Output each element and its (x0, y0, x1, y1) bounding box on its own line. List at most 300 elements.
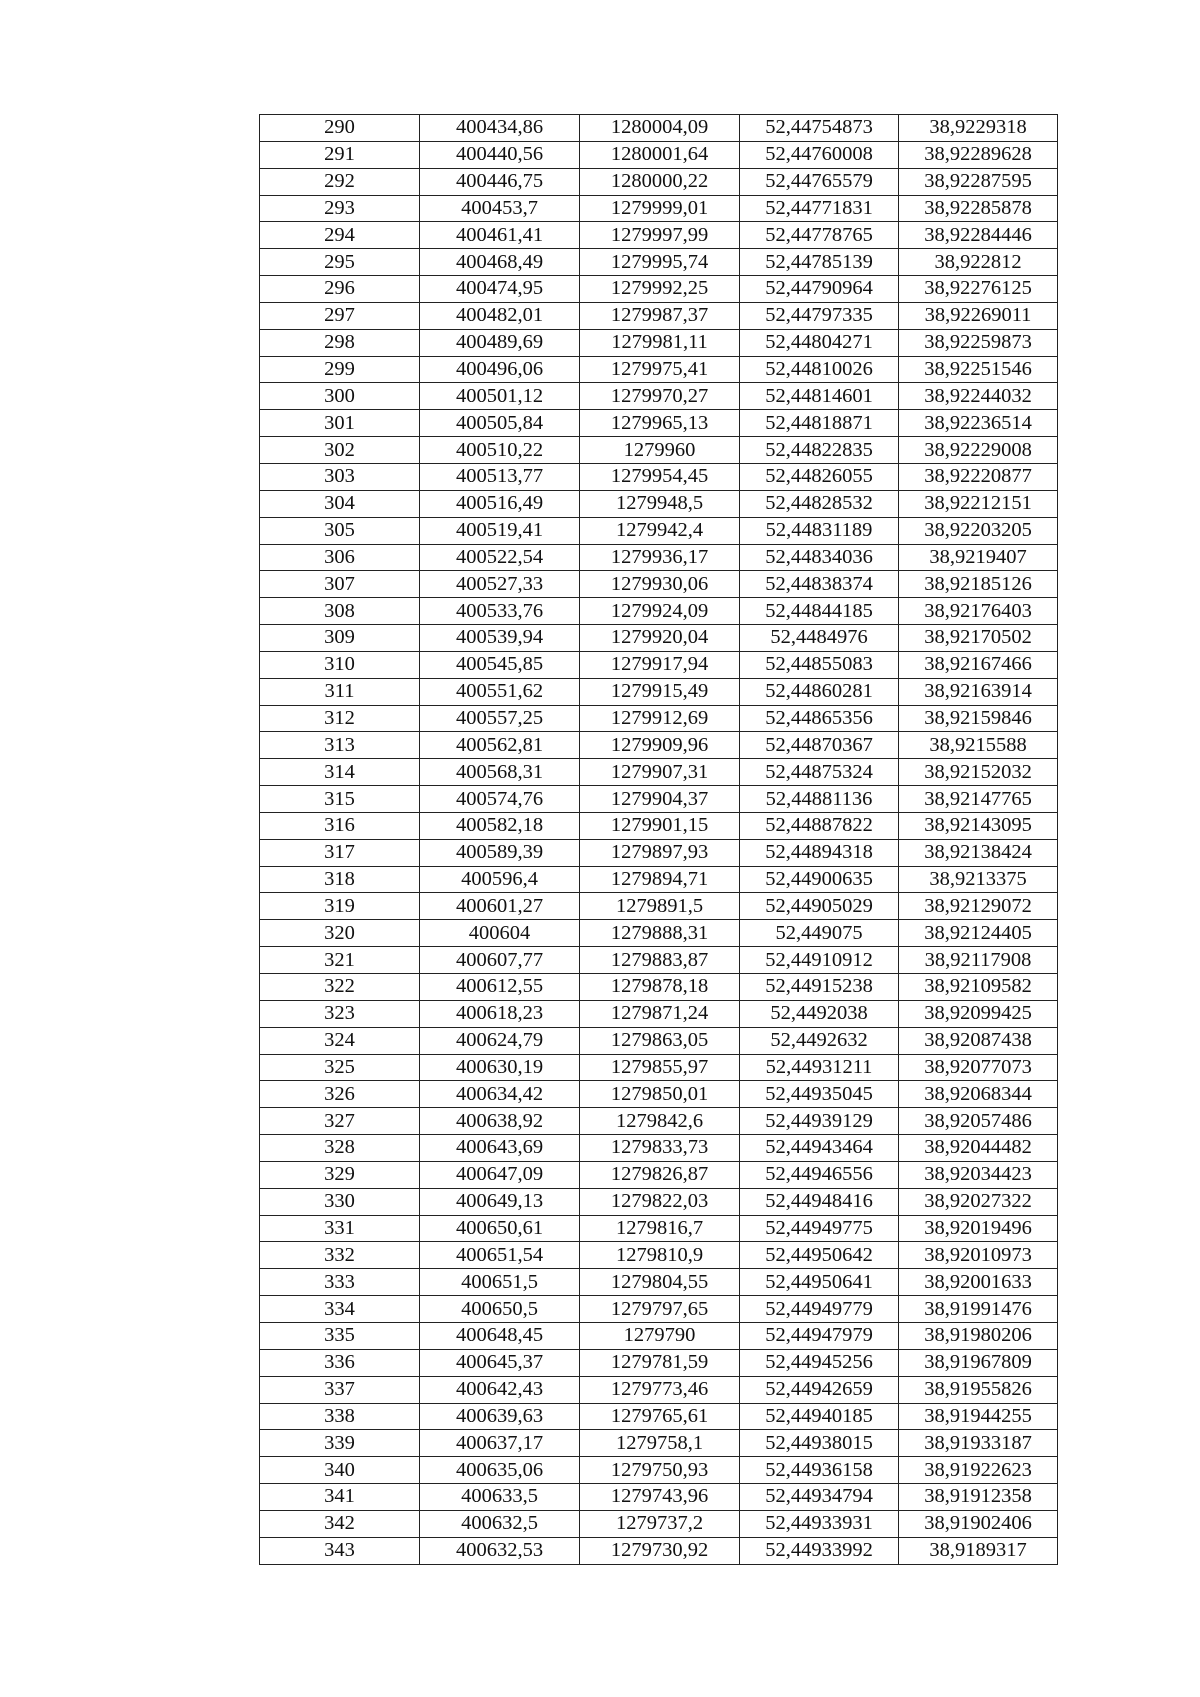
longitude-cell: 38,92285878 (899, 195, 1058, 222)
point-number-cell: 316 (260, 812, 420, 839)
point-number-cell: 327 (260, 1108, 420, 1135)
x-coordinate-cell: 400639,63 (420, 1403, 580, 1430)
latitude-cell: 52,44950641 (740, 1269, 899, 1296)
longitude-cell: 38,92203205 (899, 517, 1058, 544)
longitude-cell: 38,92251546 (899, 356, 1058, 383)
point-number-cell: 334 (260, 1296, 420, 1323)
table-row (260, 1537, 1058, 1564)
y-coordinate-cell: 1279758,1 (580, 1430, 740, 1457)
y-coordinate-cell: 1279878,18 (580, 974, 740, 1001)
point-number-cell: 324 (260, 1027, 420, 1054)
longitude-cell: 38,92229008 (899, 437, 1058, 464)
x-coordinate-cell: 400618,23 (420, 1000, 580, 1027)
point-number-cell: 294 (260, 222, 420, 249)
point-number-cell: 310 (260, 651, 420, 678)
latitude-cell: 52,44949779 (740, 1296, 899, 1323)
latitude-cell: 52,44950642 (740, 1242, 899, 1269)
x-coordinate-cell: 400601,27 (420, 893, 580, 920)
y-coordinate-cell: 1279804,55 (580, 1269, 740, 1296)
table-row (260, 115, 1058, 142)
latitude-cell: 52,44865356 (740, 705, 899, 732)
point-number-cell: 339 (260, 1430, 420, 1457)
y-coordinate-cell: 1279790 (580, 1322, 740, 1349)
x-coordinate-cell: 400446,75 (420, 168, 580, 195)
longitude-cell: 38,91944255 (899, 1403, 1058, 1430)
x-coordinate-cell: 400651,5 (420, 1269, 580, 1296)
table-row (260, 1242, 1058, 1269)
latitude-cell: 52,44828532 (740, 490, 899, 517)
table-row (260, 759, 1058, 786)
table-row (260, 1188, 1058, 1215)
x-coordinate-cell: 400596,4 (420, 866, 580, 893)
longitude-cell: 38,92152032 (899, 759, 1058, 786)
point-number-cell: 331 (260, 1215, 420, 1242)
point-number-cell: 325 (260, 1054, 420, 1081)
latitude-cell: 52,44931211 (740, 1054, 899, 1081)
y-coordinate-cell: 1280000,22 (580, 168, 740, 195)
longitude-cell: 38,92269011 (899, 302, 1058, 329)
table-row (260, 1054, 1058, 1081)
longitude-cell: 38,92068344 (899, 1081, 1058, 1108)
latitude-cell: 52,44760008 (740, 141, 899, 168)
x-coordinate-cell: 400643,69 (420, 1135, 580, 1162)
latitude-cell: 52,44838374 (740, 571, 899, 598)
x-coordinate-cell: 400634,42 (420, 1081, 580, 1108)
y-coordinate-cell: 1279954,45 (580, 463, 740, 490)
point-number-cell: 299 (260, 356, 420, 383)
point-number-cell: 292 (260, 168, 420, 195)
longitude-cell: 38,91967809 (899, 1349, 1058, 1376)
table-row (260, 383, 1058, 410)
point-number-cell: 305 (260, 517, 420, 544)
longitude-cell: 38,92117908 (899, 947, 1058, 974)
table-row (260, 1349, 1058, 1376)
y-coordinate-cell: 1279894,71 (580, 866, 740, 893)
table-row (260, 1430, 1058, 1457)
point-number-cell: 315 (260, 786, 420, 813)
latitude-cell: 52,44875324 (740, 759, 899, 786)
point-number-cell: 302 (260, 437, 420, 464)
longitude-cell: 38,9213375 (899, 866, 1058, 893)
table-row (260, 544, 1058, 571)
longitude-cell: 38,91991476 (899, 1296, 1058, 1323)
point-number-cell: 323 (260, 1000, 420, 1027)
longitude-cell: 38,91912358 (899, 1484, 1058, 1511)
latitude-cell: 52,44826055 (740, 463, 899, 490)
longitude-cell: 38,92027322 (899, 1188, 1058, 1215)
y-coordinate-cell: 1279883,87 (580, 947, 740, 974)
x-coordinate-cell: 400505,84 (420, 410, 580, 437)
x-coordinate-cell: 400637,17 (420, 1430, 580, 1457)
latitude-cell: 52,44894318 (740, 839, 899, 866)
x-coordinate-cell: 400574,76 (420, 786, 580, 813)
x-coordinate-cell: 400501,12 (420, 383, 580, 410)
x-coordinate-cell: 400647,09 (420, 1161, 580, 1188)
latitude-cell: 52,44939129 (740, 1108, 899, 1135)
y-coordinate-cell: 1279863,05 (580, 1027, 740, 1054)
point-number-cell: 321 (260, 947, 420, 974)
x-coordinate-cell: 400482,01 (420, 302, 580, 329)
table-row (260, 1403, 1058, 1430)
latitude-cell: 52,44940185 (740, 1403, 899, 1430)
table-row (260, 329, 1058, 356)
point-number-cell: 333 (260, 1269, 420, 1296)
x-coordinate-cell: 400557,25 (420, 705, 580, 732)
y-coordinate-cell: 1280004,09 (580, 115, 740, 142)
point-number-cell: 317 (260, 839, 420, 866)
longitude-cell: 38,92143095 (899, 812, 1058, 839)
point-number-cell: 309 (260, 625, 420, 652)
table-row (260, 839, 1058, 866)
latitude-cell: 52,44810026 (740, 356, 899, 383)
table-row (260, 732, 1058, 759)
table-row (260, 1161, 1058, 1188)
latitude-cell: 52,44936158 (740, 1457, 899, 1484)
table-row (260, 920, 1058, 947)
latitude-cell: 52,449075 (740, 920, 899, 947)
longitude-cell: 38,92170502 (899, 625, 1058, 652)
longitude-cell: 38,92147765 (899, 786, 1058, 813)
y-coordinate-cell: 1279960 (580, 437, 740, 464)
point-number-cell: 328 (260, 1135, 420, 1162)
latitude-cell: 52,44934794 (740, 1484, 899, 1511)
x-coordinate-cell: 400632,53 (420, 1537, 580, 1564)
latitude-cell: 52,44831189 (740, 517, 899, 544)
longitude-cell: 38,92159846 (899, 705, 1058, 732)
latitude-cell: 52,44945256 (740, 1349, 899, 1376)
table-row (260, 893, 1058, 920)
y-coordinate-cell: 1279765,61 (580, 1403, 740, 1430)
longitude-cell: 38,92138424 (899, 839, 1058, 866)
latitude-cell: 52,44834036 (740, 544, 899, 571)
point-number-cell: 308 (260, 598, 420, 625)
longitude-cell: 38,92057486 (899, 1108, 1058, 1135)
table-row (260, 356, 1058, 383)
longitude-cell: 38,92109582 (899, 974, 1058, 1001)
latitude-cell: 52,44947979 (740, 1322, 899, 1349)
x-coordinate-cell: 400582,18 (420, 812, 580, 839)
y-coordinate-cell: 1279942,4 (580, 517, 740, 544)
table-body (260, 115, 1058, 1565)
longitude-cell: 38,92163914 (899, 678, 1058, 705)
x-coordinate-cell: 400496,06 (420, 356, 580, 383)
longitude-cell: 38,92001633 (899, 1269, 1058, 1296)
point-number-cell: 307 (260, 571, 420, 598)
y-coordinate-cell: 1279901,15 (580, 812, 740, 839)
y-coordinate-cell: 1279891,5 (580, 893, 740, 920)
y-coordinate-cell: 1279907,31 (580, 759, 740, 786)
x-coordinate-cell: 400539,94 (420, 625, 580, 652)
table-row (260, 705, 1058, 732)
longitude-cell: 38,91933187 (899, 1430, 1058, 1457)
latitude-cell: 52,44790964 (740, 276, 899, 303)
y-coordinate-cell: 1279920,04 (580, 625, 740, 652)
longitude-cell: 38,92034423 (899, 1161, 1058, 1188)
longitude-cell: 38,92244032 (899, 383, 1058, 410)
table-row (260, 437, 1058, 464)
longitude-cell: 38,9189317 (899, 1537, 1058, 1564)
x-coordinate-cell: 400650,5 (420, 1296, 580, 1323)
table-row (260, 249, 1058, 276)
x-coordinate-cell: 400562,81 (420, 732, 580, 759)
longitude-cell: 38,92077073 (899, 1054, 1058, 1081)
point-number-cell: 297 (260, 302, 420, 329)
table-row (260, 410, 1058, 437)
longitude-cell: 38,91902406 (899, 1510, 1058, 1537)
table-row (260, 974, 1058, 1001)
x-coordinate-cell: 400642,43 (420, 1376, 580, 1403)
point-number-cell: 295 (260, 249, 420, 276)
longitude-cell: 38,92287595 (899, 168, 1058, 195)
y-coordinate-cell: 1279936,17 (580, 544, 740, 571)
point-number-cell: 290 (260, 115, 420, 142)
x-coordinate-cell: 400645,37 (420, 1349, 580, 1376)
longitude-cell: 38,922812 (899, 249, 1058, 276)
point-number-cell: 341 (260, 1484, 420, 1511)
longitude-cell: 38,92167466 (899, 651, 1058, 678)
point-number-cell: 335 (260, 1322, 420, 1349)
y-coordinate-cell: 1279737,2 (580, 1510, 740, 1537)
point-number-cell: 313 (260, 732, 420, 759)
x-coordinate-cell: 400607,77 (420, 947, 580, 974)
table-row (260, 571, 1058, 598)
x-coordinate-cell: 400527,33 (420, 571, 580, 598)
longitude-cell: 38,92185126 (899, 571, 1058, 598)
y-coordinate-cell: 1279930,06 (580, 571, 740, 598)
point-number-cell: 337 (260, 1376, 420, 1403)
latitude-cell: 52,44887822 (740, 812, 899, 839)
point-number-cell: 318 (260, 866, 420, 893)
point-number-cell: 320 (260, 920, 420, 947)
longitude-cell: 38,92019496 (899, 1215, 1058, 1242)
latitude-cell: 52,44900635 (740, 866, 899, 893)
y-coordinate-cell: 1279997,99 (580, 222, 740, 249)
table-row (260, 1510, 1058, 1537)
latitude-cell: 52,44818871 (740, 410, 899, 437)
y-coordinate-cell: 1279816,7 (580, 1215, 740, 1242)
table-row (260, 1215, 1058, 1242)
point-number-cell: 293 (260, 195, 420, 222)
latitude-cell: 52,44910912 (740, 947, 899, 974)
point-number-cell: 298 (260, 329, 420, 356)
latitude-cell: 52,44778765 (740, 222, 899, 249)
x-coordinate-cell: 400489,69 (420, 329, 580, 356)
x-coordinate-cell: 400635,06 (420, 1457, 580, 1484)
y-coordinate-cell: 1279970,27 (580, 383, 740, 410)
latitude-cell: 52,44933992 (740, 1537, 899, 1564)
x-coordinate-cell: 400510,22 (420, 437, 580, 464)
longitude-cell: 38,92289628 (899, 141, 1058, 168)
point-number-cell: 343 (260, 1537, 420, 1564)
x-coordinate-cell: 400648,45 (420, 1322, 580, 1349)
point-number-cell: 332 (260, 1242, 420, 1269)
point-number-cell: 340 (260, 1457, 420, 1484)
point-number-cell: 303 (260, 463, 420, 490)
x-coordinate-cell: 400533,76 (420, 598, 580, 625)
latitude-cell: 52,44844185 (740, 598, 899, 625)
y-coordinate-cell: 1279981,11 (580, 329, 740, 356)
y-coordinate-cell: 1279965,13 (580, 410, 740, 437)
latitude-cell: 52,4492632 (740, 1027, 899, 1054)
longitude-cell: 38,92099425 (899, 1000, 1058, 1027)
latitude-cell: 52,44905029 (740, 893, 899, 920)
y-coordinate-cell: 1279924,09 (580, 598, 740, 625)
point-number-cell: 342 (260, 1510, 420, 1537)
y-coordinate-cell: 1279909,96 (580, 732, 740, 759)
y-coordinate-cell: 1279917,94 (580, 651, 740, 678)
latitude-cell: 52,44765579 (740, 168, 899, 195)
latitude-cell: 52,44949775 (740, 1215, 899, 1242)
point-number-cell: 322 (260, 974, 420, 1001)
latitude-cell: 52,44785139 (740, 249, 899, 276)
y-coordinate-cell: 1279987,37 (580, 302, 740, 329)
table-row (260, 678, 1058, 705)
table-row (260, 517, 1058, 544)
x-coordinate-cell: 400545,85 (420, 651, 580, 678)
longitude-cell: 38,92044482 (899, 1135, 1058, 1162)
longitude-cell: 38,9219407 (899, 544, 1058, 571)
latitude-cell: 52,44935045 (740, 1081, 899, 1108)
x-coordinate-cell: 400468,49 (420, 249, 580, 276)
y-coordinate-cell: 1279897,93 (580, 839, 740, 866)
table-row (260, 1081, 1058, 1108)
latitude-cell: 52,44881136 (740, 786, 899, 813)
x-coordinate-cell: 400519,41 (420, 517, 580, 544)
table-row (260, 1322, 1058, 1349)
longitude-cell: 38,92124405 (899, 920, 1058, 947)
table-row (260, 490, 1058, 517)
table-row (260, 195, 1058, 222)
latitude-cell: 52,44943464 (740, 1135, 899, 1162)
x-coordinate-cell: 400649,13 (420, 1188, 580, 1215)
longitude-cell: 38,92284446 (899, 222, 1058, 249)
y-coordinate-cell: 1279750,93 (580, 1457, 740, 1484)
table-row (260, 1000, 1058, 1027)
y-coordinate-cell: 1279975,41 (580, 356, 740, 383)
latitude-cell: 52,44870367 (740, 732, 899, 759)
y-coordinate-cell: 1279850,01 (580, 1081, 740, 1108)
table-row (260, 1135, 1058, 1162)
x-coordinate-cell: 400589,39 (420, 839, 580, 866)
table-row (260, 276, 1058, 303)
point-number-cell: 326 (260, 1081, 420, 1108)
x-coordinate-cell: 400568,31 (420, 759, 580, 786)
x-coordinate-cell: 400630,19 (420, 1054, 580, 1081)
point-number-cell: 291 (260, 141, 420, 168)
longitude-cell: 38,92276125 (899, 276, 1058, 303)
longitude-cell: 38,92259873 (899, 329, 1058, 356)
y-coordinate-cell: 1279904,37 (580, 786, 740, 813)
table-row (260, 866, 1058, 893)
y-coordinate-cell: 1279888,31 (580, 920, 740, 947)
y-coordinate-cell: 1279995,74 (580, 249, 740, 276)
point-number-cell: 314 (260, 759, 420, 786)
longitude-cell: 38,91955826 (899, 1376, 1058, 1403)
longitude-cell: 38,92212151 (899, 490, 1058, 517)
table-row (260, 1027, 1058, 1054)
x-coordinate-cell: 400551,62 (420, 678, 580, 705)
point-number-cell: 311 (260, 678, 420, 705)
x-coordinate-cell: 400651,54 (420, 1242, 580, 1269)
longitude-cell: 38,92176403 (899, 598, 1058, 625)
longitude-cell: 38,92010973 (899, 1242, 1058, 1269)
longitude-cell: 38,92087438 (899, 1027, 1058, 1054)
x-coordinate-cell: 400638,92 (420, 1108, 580, 1135)
table-row (260, 625, 1058, 652)
x-coordinate-cell: 400434,86 (420, 115, 580, 142)
point-number-cell: 300 (260, 383, 420, 410)
x-coordinate-cell: 400612,55 (420, 974, 580, 1001)
y-coordinate-cell: 1279912,69 (580, 705, 740, 732)
x-coordinate-cell: 400522,54 (420, 544, 580, 571)
table-row (260, 302, 1058, 329)
longitude-cell: 38,9229318 (899, 115, 1058, 142)
latitude-cell: 52,4492038 (740, 1000, 899, 1027)
y-coordinate-cell: 1279855,97 (580, 1054, 740, 1081)
y-coordinate-cell: 1279773,46 (580, 1376, 740, 1403)
longitude-cell: 38,91922623 (899, 1457, 1058, 1484)
point-number-cell: 329 (260, 1161, 420, 1188)
latitude-cell: 52,44946556 (740, 1161, 899, 1188)
y-coordinate-cell: 1279826,87 (580, 1161, 740, 1188)
latitude-cell: 52,44942659 (740, 1376, 899, 1403)
point-number-cell: 338 (260, 1403, 420, 1430)
y-coordinate-cell: 1280001,64 (580, 141, 740, 168)
table-row (260, 947, 1058, 974)
x-coordinate-cell: 400624,79 (420, 1027, 580, 1054)
latitude-cell: 52,44938015 (740, 1430, 899, 1457)
latitude-cell: 52,44804271 (740, 329, 899, 356)
point-number-cell: 304 (260, 490, 420, 517)
x-coordinate-cell: 400474,95 (420, 276, 580, 303)
point-number-cell: 336 (260, 1349, 420, 1376)
latitude-cell: 52,44915238 (740, 974, 899, 1001)
point-number-cell: 312 (260, 705, 420, 732)
table-row (260, 812, 1058, 839)
longitude-cell: 38,92129072 (899, 893, 1058, 920)
x-coordinate-cell: 400632,5 (420, 1510, 580, 1537)
x-coordinate-cell: 400440,56 (420, 141, 580, 168)
longitude-cell: 38,92220877 (899, 463, 1058, 490)
latitude-cell: 52,4484976 (740, 625, 899, 652)
point-number-cell: 319 (260, 893, 420, 920)
y-coordinate-cell: 1279842,6 (580, 1108, 740, 1135)
latitude-cell: 52,44771831 (740, 195, 899, 222)
y-coordinate-cell: 1279743,96 (580, 1484, 740, 1511)
x-coordinate-cell: 400453,7 (420, 195, 580, 222)
y-coordinate-cell: 1279810,9 (580, 1242, 740, 1269)
y-coordinate-cell: 1279871,24 (580, 1000, 740, 1027)
table-row (260, 463, 1058, 490)
x-coordinate-cell: 400461,41 (420, 222, 580, 249)
point-number-cell: 330 (260, 1188, 420, 1215)
y-coordinate-cell: 1279948,5 (580, 490, 740, 517)
x-coordinate-cell: 400513,77 (420, 463, 580, 490)
y-coordinate-cell: 1279781,59 (580, 1349, 740, 1376)
table-row (260, 651, 1058, 678)
point-number-cell: 301 (260, 410, 420, 437)
y-coordinate-cell: 1279822,03 (580, 1188, 740, 1215)
coordinates-table (259, 114, 1058, 1565)
latitude-cell: 52,44933931 (740, 1510, 899, 1537)
longitude-cell: 38,9215588 (899, 732, 1058, 759)
y-coordinate-cell: 1279730,92 (580, 1537, 740, 1564)
latitude-cell: 52,44822835 (740, 437, 899, 464)
table-row (260, 141, 1058, 168)
table-row (260, 1108, 1058, 1135)
x-coordinate-cell: 400604 (420, 920, 580, 947)
table-row (260, 598, 1058, 625)
